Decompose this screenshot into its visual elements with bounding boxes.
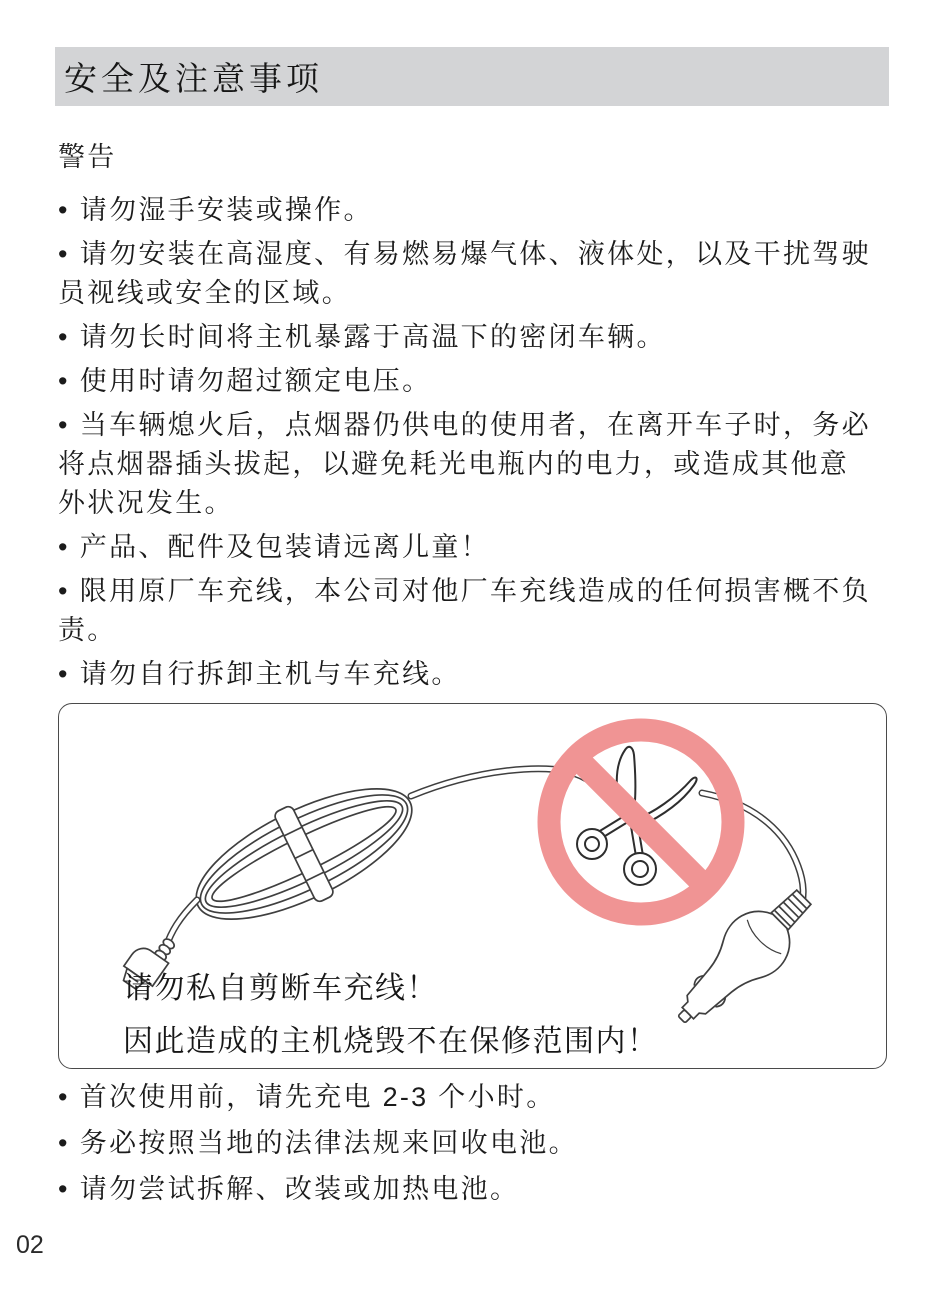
- bullet-icon: •: [58, 1082, 70, 1112]
- warning-item: [58, 362, 876, 401]
- warning-content: [58, 138, 876, 1209]
- bullet-icon: •: [58, 195, 70, 225]
- bullet-icon: •: [58, 239, 70, 269]
- warning-item: [58, 572, 876, 650]
- bullet-icon: •: [58, 576, 70, 606]
- warning-item-text: 限用原厂车充线，本公司对他厂车充线造成的任何损害概不负责。: [58, 576, 871, 645]
- bullet-icon: •: [58, 1174, 70, 1204]
- warning-item-text: 请勿安装在高湿度、有易燃易爆气体、液体处，以及干扰驾驶员视线或安全的区域。: [58, 239, 871, 308]
- warning-item: [58, 1078, 876, 1117]
- warning-item: [58, 528, 876, 567]
- figure-caption-line2: 因此造成的主机烧毁不在保修范围内！: [123, 1025, 659, 1058]
- warning-content-after-figure: [58, 1078, 876, 1209]
- coiled-cable: [176, 757, 432, 950]
- warning-item-text: 首次使用前，请先充电 2-3 个小时。: [79, 1082, 556, 1112]
- warning-item-text: 请勿自行拆卸主机与车充线。: [79, 659, 461, 689]
- warning-item: [58, 1124, 876, 1163]
- warning-label: 警告: [58, 142, 117, 172]
- page-title: 安全及注意事项: [64, 60, 323, 97]
- warning-item: [58, 1170, 876, 1209]
- no-cutting-figure-box: [58, 703, 887, 1069]
- warning-item-text: 使用时请勿超过额定电压。: [79, 366, 432, 396]
- car-charger-cable-illustration: [59, 704, 885, 1067]
- warning-item-text: 请勿湿手安装或操作。: [79, 195, 373, 225]
- bullet-icon: •: [58, 659, 70, 689]
- warning-item-text: 请勿尝试拆解、改装或加热电池。: [79, 1174, 520, 1204]
- warning-item: [58, 191, 876, 230]
- warning-item-text: 产品、配件及包装请远离儿童！: [79, 532, 490, 562]
- bullet-icon: •: [58, 322, 70, 352]
- bullet-icon: •: [58, 410, 70, 440]
- bullet-icon: •: [58, 1128, 70, 1158]
- warning-item-text: 请勿长时间将主机暴露于高温下的密闭车辆。: [79, 322, 666, 352]
- warning-item-text: 当车辆熄火后，点烟器仍供电的使用者，在离开车子时，务必将点烟器插头拔起，以避免耗光电瓶内的电力，或造成其他意外状况发生。: [58, 410, 871, 518]
- warning-item: [58, 655, 876, 694]
- warning-item: [58, 406, 876, 523]
- warning-item: [58, 318, 876, 357]
- figure-caption-line1: 请勿私自剪断车充线！: [123, 972, 438, 1005]
- warning-item: [58, 235, 876, 313]
- page-number: 02: [16, 1231, 44, 1259]
- bullet-icon: •: [58, 366, 70, 396]
- section-header-bar: [55, 47, 889, 106]
- warning-item-text: 务必按照当地的法律法规来回收电池。: [79, 1128, 578, 1158]
- bullet-icon: •: [58, 532, 70, 562]
